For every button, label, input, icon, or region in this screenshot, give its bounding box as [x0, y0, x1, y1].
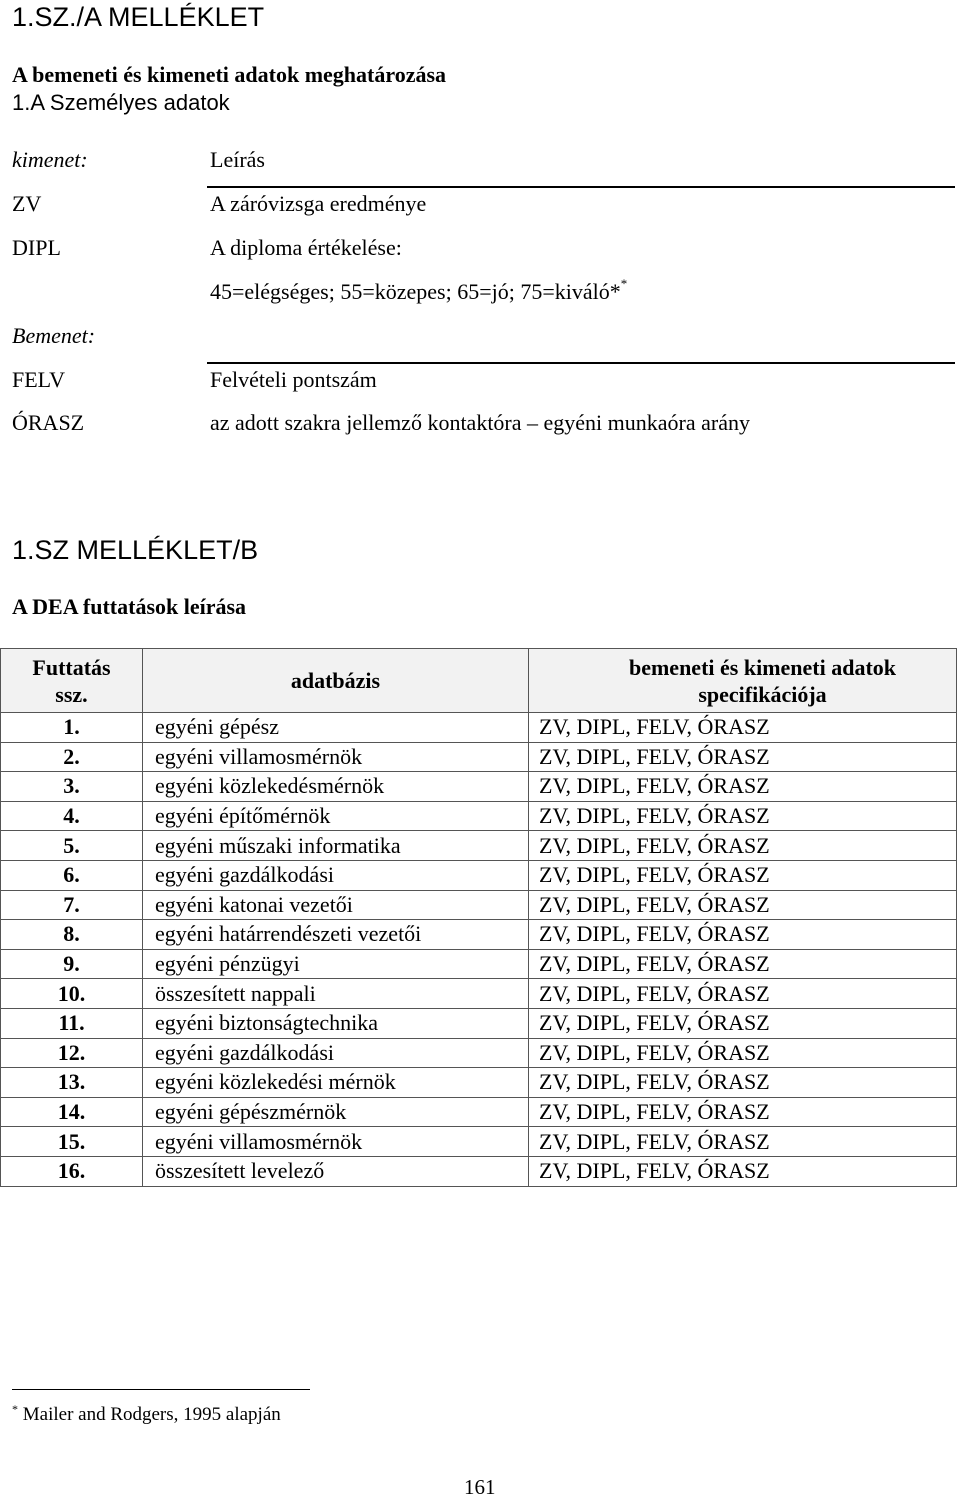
spec-cell: ZV, DIPL, FELV, ÓRASZ: [529, 1068, 957, 1098]
header-spec-line1: bemeneti és kimeneti adatok: [628, 654, 897, 680]
spec-cell: ZV, DIPL, FELV, ÓRASZ: [529, 713, 957, 743]
database-cell: egyéni gépész: [143, 713, 529, 743]
table-row: [1, 1127, 957, 1157]
header-rule-inputs: [207, 362, 955, 364]
table-row: [1, 890, 957, 920]
database-cell: összesített levelező: [143, 1156, 529, 1186]
description-heading: Leírás: [210, 147, 265, 172]
spec-cell: ZV, DIPL, FELV, ÓRASZ: [529, 979, 957, 1009]
spec-cell: ZV, DIPL, FELV, ÓRASZ: [529, 831, 957, 861]
database-cell: egyéni határrendészeti vezetői: [143, 920, 529, 950]
appendix-a-subtitle: A bemeneti és kimeneti adatok meghatározása: [12, 62, 447, 87]
spec-cell: ZV, DIPL, FELV, ÓRASZ: [529, 742, 957, 772]
run-number-cell: 11.: [1, 1008, 143, 1038]
table-row: [1, 949, 957, 979]
header-rule-outputs: [207, 186, 955, 188]
output-heading: kimenet:: [12, 147, 88, 172]
database-cell: egyéni villamosmérnök: [143, 1127, 529, 1157]
footnote-text: Mailer and Rodgers, 1995 alapján: [18, 1404, 281, 1425]
database-cell: egyéni gazdálkodási: [143, 860, 529, 890]
header-spec: [529, 649, 957, 713]
run-number-cell: 12.: [1, 1038, 143, 1068]
footnote: [12, 1404, 281, 1426]
spec-cell: ZV, DIPL, FELV, ÓRASZ: [529, 949, 957, 979]
table-body: [1, 713, 957, 1187]
table-row: [1, 1038, 957, 1068]
run-number-cell: 9.: [1, 949, 143, 979]
diploma-grade-scale-text: 45=elégséges; 55=közepes; 65=jó; 75=kiváló*: [210, 279, 621, 304]
spec-cell: ZV, DIPL, FELV, ÓRASZ: [529, 1127, 957, 1157]
database-cell: egyéni villamosmérnök: [143, 742, 529, 772]
run-number-cell: 7.: [1, 890, 143, 920]
run-number-cell: 13.: [1, 1068, 143, 1098]
run-number-cell: 8.: [1, 920, 143, 950]
footnote-reference-mark: *: [620, 276, 628, 291]
spec-cell: ZV, DIPL, FELV, ÓRASZ: [529, 920, 957, 950]
spec-cell: ZV, DIPL, FELV, ÓRASZ: [529, 1038, 957, 1068]
database-cell: összesített nappali: [143, 979, 529, 1009]
table-header-row: [1, 649, 957, 713]
table-row: [1, 1097, 957, 1127]
run-number-cell: 14.: [1, 1097, 143, 1127]
run-number-cell: 4.: [1, 801, 143, 831]
spec-cell: ZV, DIPL, FELV, ÓRASZ: [529, 1097, 957, 1127]
header-spec-line2: specifikációja: [698, 681, 827, 707]
run-number-cell: 6.: [1, 860, 143, 890]
run-number-cell: 1.: [1, 713, 143, 743]
run-number-cell: 2.: [1, 742, 143, 772]
run-number-cell: 10.: [1, 979, 143, 1009]
output-desc-zv: A záróvizsga eredménye: [210, 191, 427, 216]
subsection-personal-data: 1.A Személyes adatok: [12, 90, 230, 115]
run-number-cell: 15.: [1, 1127, 143, 1157]
footnote-separator: [12, 1389, 310, 1390]
header-run-line1: Futtatás: [32, 654, 111, 680]
input-code-orasz: ÓRASZ: [12, 410, 85, 435]
output-desc-dipl: A diploma értékelése:: [210, 235, 402, 260]
spec-cell: ZV, DIPL, FELV, ÓRASZ: [529, 801, 957, 831]
input-code-felv: FELV: [12, 367, 65, 392]
input-desc-felv: Felvételi pontszám: [210, 367, 377, 392]
header-database: [143, 649, 529, 713]
footnote-mark: *: [12, 1402, 18, 1416]
spec-cell: ZV, DIPL, FELV, ÓRASZ: [529, 1156, 957, 1186]
table-row: [1, 979, 957, 1009]
output-code-dipl: DIPL: [12, 235, 61, 260]
database-cell: egyéni gazdálkodási: [143, 1038, 529, 1068]
spec-cell: ZV, DIPL, FELV, ÓRASZ: [529, 772, 957, 802]
table-row: [1, 1068, 957, 1098]
table-row: [1, 920, 957, 950]
database-cell: egyéni gépészmérnök: [143, 1097, 529, 1127]
table-row: [1, 772, 957, 802]
table-row: [1, 742, 957, 772]
input-desc-orasz: az adott szakra jellemző kontaktóra – egyéni munkaóra arány: [210, 410, 750, 435]
table-row: [1, 831, 957, 861]
database-cell: egyéni közlekedési mérnök: [143, 1068, 529, 1098]
database-cell: egyéni biztonságtechnika: [143, 1008, 529, 1038]
diploma-grade-scale: [210, 276, 628, 305]
run-number-cell: 3.: [1, 772, 143, 802]
database-cell: egyéni katonai vezetői: [143, 890, 529, 920]
header-run-number: [1, 649, 143, 713]
input-heading: Bemenet:: [12, 323, 96, 348]
header-database-label: adatbázis: [290, 668, 381, 693]
database-cell: egyéni pénzügyi: [143, 949, 529, 979]
appendix-a-title: 1.SZ./A MELLÉKLET: [12, 2, 265, 32]
output-code-zv: ZV: [12, 191, 42, 216]
spec-cell: ZV, DIPL, FELV, ÓRASZ: [529, 860, 957, 890]
run-number-cell: 5.: [1, 831, 143, 861]
spec-cell: ZV, DIPL, FELV, ÓRASZ: [529, 890, 957, 920]
table-row: [1, 801, 957, 831]
spec-cell: ZV, DIPL, FELV, ÓRASZ: [529, 1008, 957, 1038]
table-row: [1, 1156, 957, 1186]
run-number-cell: 16.: [1, 1156, 143, 1186]
table-row: [1, 713, 957, 743]
database-cell: egyéni építőmérnök: [143, 801, 529, 831]
table-row: [1, 860, 957, 890]
header-run-line2: ssz.: [55, 681, 88, 707]
dea-runs-table: [0, 648, 957, 1187]
database-cell: egyéni műszaki informatika: [143, 831, 529, 861]
table-row: [1, 1008, 957, 1038]
page-number: 161: [464, 1475, 496, 1499]
database-cell: egyéni közlekedésmérnök: [143, 772, 529, 802]
appendix-b-title: 1.SZ MELLÉKLET/B: [12, 535, 259, 565]
appendix-b-subtitle: A DEA futtatások leírása: [12, 594, 247, 619]
